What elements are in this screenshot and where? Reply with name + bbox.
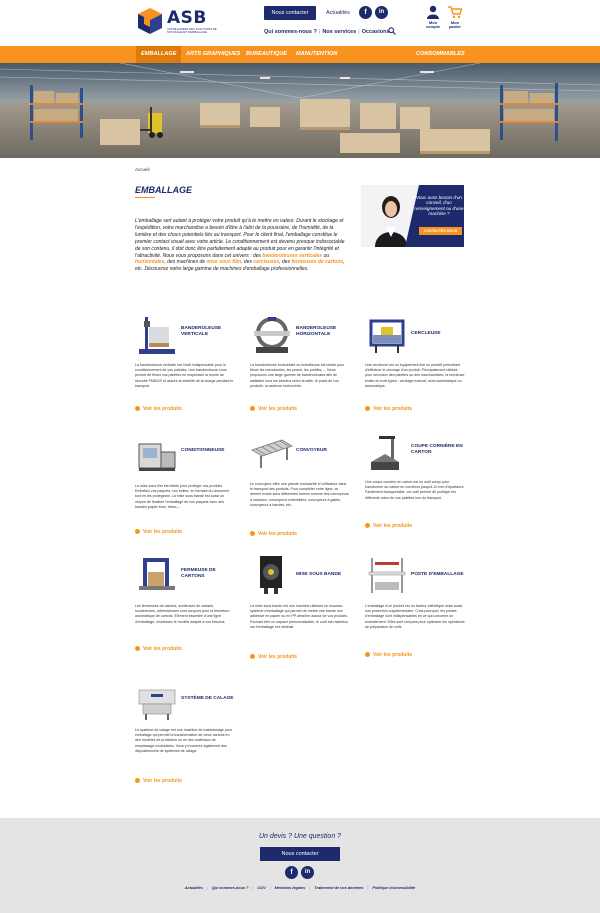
breadcrumb[interactable]: Accueil — [135, 167, 150, 172]
banding-machine-icon — [250, 554, 294, 598]
see-products-link[interactable] — [135, 778, 182, 784]
link-strappers[interactable]: cercleuses — [253, 259, 280, 266]
product-name: COUPE CORNIÈRE EN CARTON — [411, 444, 463, 455]
product-name: POSTE D'EMBALLAGE — [411, 572, 464, 577]
advice-promo-banner[interactable] — [361, 185, 464, 247]
product-description: La mise sous bande est une machine utilisant un nouveau système d'emballage qui permet de mettre une bande non adhésive en papier ou en PP aitrail'en autour de vos produits. Pouvant être un espace personnalisable, le coût est maintenu car l'emballage est minimal. — [250, 604, 349, 629]
user-icon — [427, 5, 439, 19]
subnav-separator: | — [318, 29, 321, 35]
orange-bullet-icon — [365, 523, 370, 528]
footer-separator: | — [206, 886, 208, 890]
logo-tagline: VOTRE EXPERT DES SOLUTIONS DE STOCKAGE ET D'EMBALLAGE — [167, 27, 217, 35]
link-label: Voir les produits — [373, 406, 413, 412]
see-products-link[interactable] — [250, 531, 297, 537]
footer-separator: | — [367, 886, 369, 890]
asb-logo[interactable] — [138, 8, 218, 36]
product-name: FERMEUSE DE CARTONS — [181, 568, 216, 579]
product-description: Une cercleuse est un équipement fixe ou portatif permettant d'effectuer le cerclage d'un produit. Principalement utilisée pour sécuriser des palettes ou des marchandises, la cercleuse existe en trois types : cerclage manuel, semi-automatique ou automatique. — [365, 363, 465, 388]
linkedin-icon[interactable]: in — [375, 6, 388, 19]
subnav-separator: | — [358, 29, 360, 35]
footer-link-accessibility[interactable]: Politique d'accessibilité — [372, 886, 416, 890]
link-label: Voir les produits — [373, 652, 413, 658]
linkedin-icon[interactable]: in — [301, 866, 314, 879]
footer-links — [0, 886, 600, 890]
account-link[interactable] — [424, 5, 442, 30]
footer-link-data[interactable]: Traitement de vos données — [314, 886, 364, 890]
cart-link[interactable] — [446, 5, 464, 30]
product-description: La banderoleuse verticale est l'outil indispensable pour le conditionnement de vos palettes. Une banderoleuse vous permet de filmer vos palettes en respectant la norme de sécurité FMMOS et assure la stabilité de la charge pendant le transport. — [135, 363, 234, 388]
product-description: La mise sous film est idéale pour protéger vos produits. Emballez vos paquets, vos boites, en formant du document tout en les protégeant. La mise sous bande est aussi un moyen de finaliser l'emballage de vos paquets avec des bandes papier brun, blanc,... — [135, 484, 230, 509]
link-label: Voir les produits — [258, 654, 298, 660]
product-description: Le système de calage est une machine de matelassage pour emballage qui permet la transformation de vieux cartons en des modèles de protection ou en des matériaux de remplissage modulables. Vous y trouverez également des dispositionnels de systèmes de calage. — [135, 728, 232, 753]
see-products-link[interactable] — [135, 406, 182, 412]
footer-link-legal[interactable]: Mentions légales — [274, 886, 306, 890]
orange-bullet-icon — [250, 654, 255, 659]
link-label: Voir les produits — [258, 531, 298, 537]
footer-separator: | — [269, 886, 271, 890]
orange-bullet-icon — [135, 406, 140, 411]
carton-sealer-icon — [135, 554, 179, 598]
facebook-icon[interactable]: f — [359, 6, 372, 19]
intro-text — [135, 218, 347, 273]
page-title: EMBALLAGE — [135, 185, 192, 195]
intro-part: , des — [279, 259, 292, 266]
footer-link-about[interactable]: Qui sommes-nous ? — [211, 886, 249, 890]
subnav-services[interactable]: Nos services — [322, 29, 357, 35]
strapping-machine-icon — [365, 313, 409, 357]
footer-link-cgv[interactable]: CGV — [257, 886, 266, 890]
product-description: Une coupe cornière en carton est un outil conçu pour transformer du carton en cornières jusqu'à 10 mm d'épaisseur. Facilement transportable, cet outil permet de protéger les différents coins de vos palettes lors du transport. — [365, 480, 465, 500]
orange-bullet-icon — [365, 652, 370, 657]
orange-bullet-icon — [365, 406, 370, 411]
see-products-link[interactable] — [365, 406, 412, 412]
product-name: CONVOYEUR — [296, 448, 327, 453]
horizontal-wrapper-icon — [250, 313, 294, 357]
link-horizontal-wrappers[interactable]: horizontales — [135, 259, 165, 266]
contact-button[interactable]: Nous contacter — [264, 6, 316, 20]
vertical-wrapper-icon — [135, 313, 179, 357]
product-name: CERCLEUSE — [411, 331, 441, 336]
footer-separator: | — [309, 886, 311, 890]
nav-arts-graphiques[interactable]: ARTS GRAPHIQUES — [186, 51, 241, 57]
orange-bullet-icon — [135, 778, 140, 783]
see-products-link[interactable] — [250, 406, 297, 412]
see-products-link[interactable] — [135, 529, 182, 535]
intro-part: L'emballage sert autant à protéger votre produit qu'à le mettre en valeur. Durant le stockage et l'expédition, votre marchandise a besoin d'être à l'abri de la poussière, de l'humidité, de la lumière et des chocs potentiels liés au transport. Pour le client final, l'emballage constitue le premier contact visuel avec votre article. Le conditionnement est devenu presque indissociable de son contenu, il doit donc être parfaitement adapté au produit pour en garantir l'intégrité et l'attractivité. Nous vous proposons dans cet univers : des — [135, 218, 345, 259]
cushioning-system-icon — [135, 680, 179, 724]
product-name: MISE SOUS BANDE — [296, 572, 342, 577]
link-vertical-wrappers[interactable]: banderoleuses verticales — [262, 252, 323, 259]
cube-logo-icon — [138, 8, 162, 34]
link-carton-sealers[interactable]: fermeuses de cartons — [291, 259, 344, 266]
product-name: SYSTÈME DE CALAGE — [181, 696, 234, 701]
orange-bullet-icon — [135, 529, 140, 534]
see-products-link[interactable] — [250, 654, 297, 660]
link-label: Voir les produits — [373, 523, 413, 529]
nav-emballage[interactable]: EMBALLAGE — [136, 46, 181, 63]
conveyor-icon — [250, 432, 294, 476]
footer-contact-button[interactable]: Nous contacter — [260, 847, 340, 861]
intro-part: , des — [241, 259, 254, 266]
footer-question: Un devis ? Une question ? — [258, 833, 342, 840]
product-name: CONDITIONNEUSE — [181, 448, 225, 453]
subnav — [264, 29, 390, 35]
see-products-link[interactable] — [365, 523, 412, 529]
promo-text: Vous avez besoin d'un conseil, d'un renseignement ou d'une machine ? — [414, 195, 464, 217]
corner-cutter-icon — [365, 432, 409, 476]
footer-separator: | — [252, 886, 254, 890]
link-label: Voir les produits — [143, 529, 183, 535]
product-description: L'emballage d'un produit est un facteur esthétique mais aussi une protection supplémentaire. C'est pourquoi, les postes d'emballage sont indispensables en ce qui concerne un emballement. Elles sont conçues pour optimiser les opérations de préparation de colis. — [365, 604, 465, 629]
nav-manutention[interactable]: MANUTENTION — [296, 51, 338, 57]
nav-consommables[interactable]: CONSOMMABLES — [416, 51, 465, 57]
site-footer — [0, 818, 600, 913]
see-products-link[interactable] — [135, 646, 182, 652]
intro-part: ou — [322, 252, 330, 259]
product-name: BANDEROLEUSE VERTICALE — [181, 326, 222, 337]
link-shrink-film[interactable]: mise sous film — [206, 259, 242, 266]
hero-warehouse-image — [0, 63, 600, 158]
warehouse-illustration — [0, 63, 600, 158]
packaging-machine-icon — [135, 432, 179, 476]
main-nav — [0, 46, 600, 63]
product-name: BANDEROLEUSE HORIZONTALE — [296, 326, 337, 337]
facebook-icon[interactable]: f — [285, 866, 298, 879]
orange-bullet-icon — [250, 531, 255, 536]
orange-bullet-icon — [250, 406, 255, 411]
orange-bullet-icon — [135, 646, 140, 651]
title-underline — [135, 197, 155, 198]
link-label: Voir les produits — [143, 646, 183, 652]
product-description: Le convoyeur offre une grande modularité à l'utilisateur dans le transport des produits. Pour compléter votre ligne, ce dernier existe sous différentes formes comme des convoyeurs à rouleaux, convoyeurs extensibles, convoyeurs à galets, convoyeurs à bandes, etc. — [250, 482, 349, 507]
promo-contact-button[interactable]: CONTACTEZ-NOUS — [419, 227, 462, 235]
product-description: La banderoleuse horizontale ou emballeuse est idéale pour filmer les menuiseries, les pneus, les profilés, ... Nous proposons une large gamme de banderoleuses afin de satisfaire tous les besoins selon la taille, le poids de vos produits, la cadence recherchée. — [250, 363, 345, 388]
link-label: Voir les produits — [258, 406, 298, 412]
site-header — [0, 0, 600, 46]
cart-label: Mon panier — [448, 19, 461, 30]
search-icon[interactable] — [388, 27, 396, 35]
link-label: Voir les produits — [143, 406, 183, 412]
intro-part: , des machines de — [164, 259, 207, 266]
product-description: Les fermeuses de cartons, scelleuses de caisses, scotcheuses, adhésiveuses sont conçues pour la fermeture automatique de cartons. Élément essentiel d'une ligne d'emballage, choisissez le modèle adapté à vos besoins. — [135, 604, 230, 624]
footer-link-news[interactable]: Actualités — [184, 886, 203, 890]
news-link[interactable]: Actualités — [326, 10, 350, 16]
logo-text: ASB — [167, 8, 207, 28]
see-products-link[interactable] — [365, 652, 412, 658]
intro-part: , etc. Découvrez notre large gamme de machines d'emballage professionnelles. — [135, 259, 345, 273]
subnav-who-we-are[interactable]: Qui sommes-nous ? — [264, 29, 317, 35]
subnav-occasions[interactable]: Occasions — [361, 29, 390, 35]
cart-icon — [448, 5, 462, 19]
nav-bureautique[interactable]: BUREAUTIQUE — [246, 51, 288, 57]
account-label: Mon compte — [425, 19, 441, 30]
link-label: Voir les produits — [143, 778, 183, 784]
packing-station-icon — [365, 554, 409, 598]
